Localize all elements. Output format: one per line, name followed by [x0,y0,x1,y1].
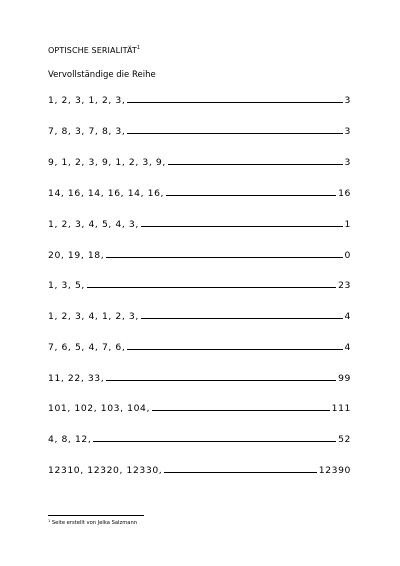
answer-blank[interactable] [141,220,343,227]
footnote-separator [48,515,144,516]
answer-blank[interactable] [152,404,330,411]
sequence-end: 23 [338,280,351,291]
answer-blank[interactable] [127,127,342,134]
sequence-row [48,219,351,230]
sequence-end: 52 [338,434,351,445]
sequence-text: 1, 2, 3, 4, 1, 2, 3, [48,311,139,322]
sequence-row [48,126,351,137]
sequence-row [48,434,351,445]
answer-blank[interactable] [127,343,342,350]
answer-blank[interactable] [106,251,342,258]
answer-blank[interactable] [93,435,336,442]
sequence-end: 16 [338,188,351,199]
sequence-end: 99 [338,373,351,384]
answer-blank[interactable] [87,281,336,288]
sequence-text: 7, 6, 5, 4, 7, 6, [48,342,126,353]
answer-blank[interactable] [141,312,343,319]
answer-blank[interactable] [106,374,336,381]
sequence-end: 4 [344,311,351,322]
sequence-text: 12310, 12320, 12330, [48,465,163,476]
sequence-end: 3 [344,126,351,137]
sequence-text: 1, 2, 3, 1, 2, 3, [48,95,126,106]
sequence-end: 12390 [318,465,351,476]
sequence-end: 0 [344,250,351,261]
sequence-row [48,311,351,322]
answer-blank[interactable] [168,158,343,165]
sequence-end: 1 [344,219,351,230]
sequence-row [48,95,351,106]
sequence-row [48,373,351,384]
sequence-text: 1, 3, 5, [48,280,85,291]
sequence-text: 4, 8, 12, [48,434,92,445]
sequence-row [48,465,351,476]
sequence-text: 9, 1, 2, 3, 9, 1, 2, 3, 9, [48,157,166,168]
answer-blank[interactable] [166,189,336,196]
sequence-text: 20, 19, 18, [48,250,105,261]
footnote [48,519,137,526]
sequence-text: 11, 22, 33, [48,373,105,384]
sequence-row [48,188,351,199]
sequence-end: 4 [344,342,351,353]
sequence-text: 7, 8, 3, 7, 8, 3, [48,126,126,137]
sequence-text: 14, 16, 14, 16, 14, 16, [48,188,165,199]
sequence-row [48,280,351,291]
footnote-text: Seite erstellt von Jelka Salzmann [50,520,138,526]
sequence-row [48,250,351,261]
sequence-text: 101, 102, 103, 104, [48,403,150,414]
sequence-row [48,403,351,414]
instruction: Vervollständige die Reihe [48,70,156,80]
sequence-row [48,342,351,353]
title-text: OPTISCHE SERIALITÄT [48,46,137,55]
sequence-end: 111 [331,403,351,414]
footnote-reference: 1 [136,45,141,51]
sequence-text: 1, 2, 3, 4, 5, 4, 3, [48,219,139,230]
sequence-row [48,157,351,168]
answer-blank[interactable] [164,466,316,473]
footnote-mark: 1 [48,519,51,523]
sequence-end: 3 [344,95,351,106]
answer-blank[interactable] [127,96,342,103]
page-title [48,45,140,55]
sequence-end: 3 [344,157,351,168]
